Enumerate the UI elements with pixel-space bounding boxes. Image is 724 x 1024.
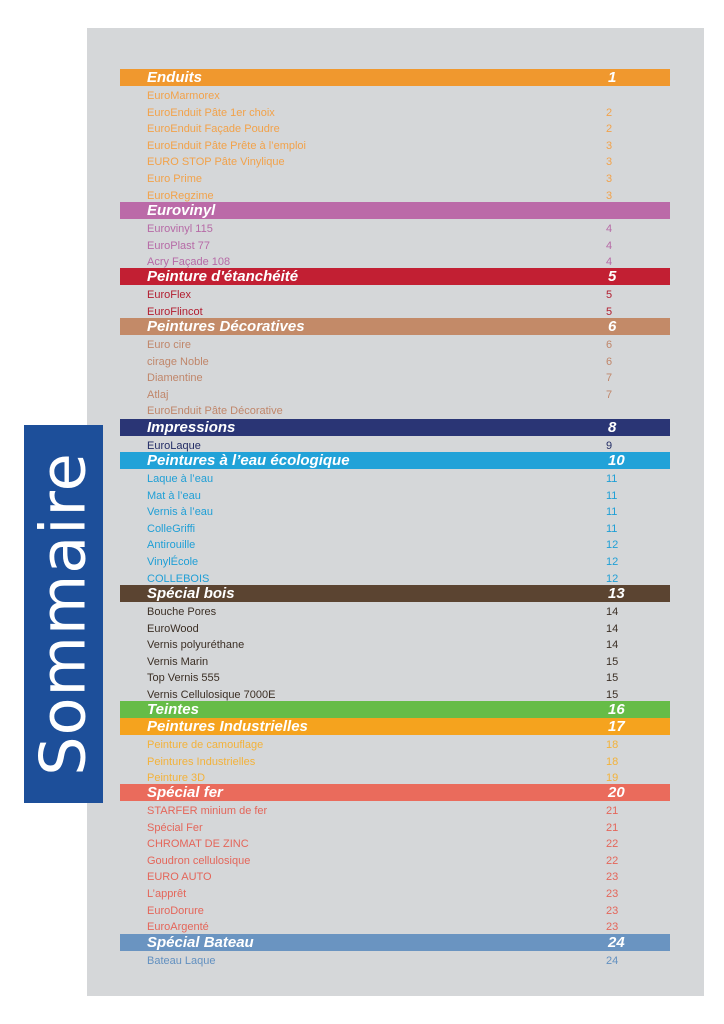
section-header[interactable] — [120, 202, 670, 219]
section-title: Peinture d'étanchéité — [147, 268, 299, 285]
toc-entry[interactable] — [147, 121, 627, 138]
toc-entry[interactable] — [147, 903, 627, 920]
toc-entry-page: 4 — [606, 256, 613, 269]
section-header[interactable] — [120, 419, 670, 436]
section-header[interactable] — [120, 784, 670, 801]
toc-entry-label: EuroWood — [147, 622, 199, 635]
toc-entry-label: Peintures Industrielles — [147, 755, 256, 768]
toc-entry-label: Diamentine — [147, 372, 203, 385]
toc-entry-page: 5 — [606, 289, 613, 301]
toc-entry-label: Bateau Laque — [147, 955, 216, 967]
section-page-number: 20 — [608, 784, 625, 801]
toc-entry-label: Peinture 3D — [147, 772, 206, 785]
toc-entry-page: 2 — [606, 106, 613, 119]
section-band — [120, 419, 670, 436]
toc-entry-page: 23 — [606, 904, 619, 917]
toc-entry-page: 11 — [606, 473, 618, 485]
toc-entry-page: 23 — [606, 888, 619, 900]
section-title: Eurovinyl — [147, 202, 216, 219]
toc-entry[interactable] — [147, 287, 627, 304]
toc-entry-label: Peinture de camouflage — [147, 739, 264, 751]
toc-entry-label: Euro Prime — [147, 173, 203, 185]
toc-entry-label: L’apprêt — [147, 888, 187, 900]
toc-entry[interactable] — [147, 754, 627, 771]
toc-entry-label: CHROMAT DE ZINC — [147, 838, 249, 851]
section-band — [120, 718, 670, 735]
section-band — [120, 701, 670, 718]
toc-entry-label: Vernis Cellulosique 7000E — [147, 689, 276, 701]
toc-entry-page: 3 — [606, 189, 613, 202]
toc-entry-label: EURO STOP Pâte Vinylique — [147, 156, 285, 169]
toc-entry-page: 18 — [606, 739, 619, 751]
toc-entry-label: EuroFlincot — [147, 305, 203, 318]
section-band — [120, 318, 670, 335]
section-page-number: 24 — [608, 934, 625, 951]
section-title: Peintures à l’eau écologique — [147, 452, 350, 469]
toc-entry-page: 22 — [606, 838, 619, 851]
toc-entry-page: 11 — [606, 506, 618, 519]
toc-entry-label: EuroFlex — [147, 289, 192, 301]
toc-entry-label: Acry Façade 108 — [147, 256, 231, 269]
toc-entry-label: Eurovinyl 115 — [147, 223, 213, 235]
toc-entry-label: EuroEnduit Pâte 1er choix — [147, 106, 275, 119]
toc-entry-label: Antirouille — [147, 539, 196, 552]
toc-entry-page: 18 — [606, 755, 619, 768]
toc-entry-label: EuroRegzime — [147, 189, 214, 202]
toc-entry[interactable] — [147, 488, 627, 505]
toc-entry-label: Vernis polyuréthane — [147, 639, 245, 652]
toc-entry-label: Laque à l’eau — [147, 473, 214, 485]
toc-entry-label: Mat à l’eau — [147, 489, 201, 502]
toc-entry-label: EuroPlast 77 — [147, 239, 210, 252]
section-page-number: 1 — [608, 69, 617, 86]
toc-entry[interactable] — [147, 521, 627, 538]
toc-entry[interactable] — [147, 953, 627, 970]
toc-entry-page: 23 — [606, 871, 619, 884]
section-header[interactable] — [120, 585, 670, 602]
toc-entry[interactable] — [147, 836, 627, 853]
section-title: Spécial fer — [147, 784, 223, 801]
toc-entry-page: 12 — [606, 556, 619, 568]
section-header[interactable] — [120, 718, 670, 735]
toc-entry[interactable] — [147, 403, 627, 420]
toc-entry-label: Euro cire — [147, 339, 192, 351]
toc-entry-page: 5 — [606, 305, 613, 318]
toc-entry-label: STARFER minium de fer — [147, 805, 268, 817]
toc-entry[interactable] — [147, 537, 627, 554]
side-title: Sommaire — [26, 452, 100, 776]
toc-entry[interactable] — [147, 221, 627, 238]
toc-entry-label: EuroEnduit Pâte Prête à l’emploi — [147, 139, 306, 152]
section-band — [120, 452, 670, 469]
toc-entry-page: 12 — [606, 539, 619, 552]
section-band — [120, 268, 670, 285]
toc-entry-page: 6 — [606, 355, 613, 368]
toc-entry-page: 22 — [606, 854, 619, 867]
toc-entry-page: 14 — [606, 606, 619, 618]
toc-entry-page: 21 — [606, 805, 619, 817]
toc-entry-page: 6 — [606, 339, 613, 351]
toc-entry[interactable] — [147, 737, 627, 754]
section-header[interactable] — [120, 268, 670, 285]
toc-entry-page: 19 — [606, 772, 619, 785]
toc-entry-label: Goudron cellulosique — [147, 854, 251, 867]
toc-entry-label: EURO AUTO — [147, 871, 212, 884]
section-title: Teintes — [147, 701, 199, 718]
toc-entry[interactable] — [147, 886, 627, 903]
toc-entry-page: 15 — [606, 689, 619, 701]
toc-entry-page: 3 — [606, 156, 613, 169]
section-page-number: 6 — [608, 318, 617, 335]
toc-entry-label: Vernis à l’eau — [147, 506, 214, 519]
toc-entry-page: 4 — [606, 239, 613, 252]
toc-entry-page: 24 — [606, 955, 619, 967]
toc-entry[interactable] — [147, 238, 627, 255]
toc-entry-page: 7 — [606, 388, 613, 401]
section-band — [120, 202, 670, 219]
toc-entry-label: EuroMarmorex — [147, 90, 220, 102]
toc-entry[interactable] — [147, 105, 627, 122]
toc-entry[interactable] — [147, 554, 627, 571]
section-page-number: 10 — [608, 452, 625, 469]
toc-entry-page: 14 — [606, 639, 619, 652]
toc-entry[interactable] — [147, 154, 627, 171]
toc-entry[interactable] — [147, 654, 627, 671]
toc-entry-page: 21 — [606, 821, 619, 834]
toc-entry-label: Atlaj — [147, 388, 169, 401]
toc-entry-label: COLLEBOIS — [147, 572, 210, 585]
toc-entry[interactable] — [147, 354, 627, 371]
toc-entry-label: Bouche Pores — [147, 606, 217, 618]
section-band — [120, 784, 670, 801]
toc-entry-label: VinylÉcole — [147, 556, 199, 568]
toc-entry-page: 7 — [606, 372, 613, 385]
toc-entry-page: 4 — [606, 223, 613, 235]
toc-entry-page: 12 — [606, 572, 619, 585]
toc-entry[interactable] — [147, 803, 627, 820]
section-title: Peintures Décoratives — [147, 318, 305, 335]
toc-entry-label: Top Vernis 555 — [147, 672, 220, 685]
toc-entry-label: EuroLaque — [147, 440, 201, 452]
toc-entry[interactable] — [147, 637, 627, 654]
section-page-number: 5 — [608, 268, 617, 285]
toc-entry-label: Spécial Fer — [147, 821, 203, 834]
section-title: Peintures Industrielles — [147, 718, 308, 735]
toc-entry-label: EuroArgenté — [147, 921, 209, 934]
section-band — [120, 69, 670, 86]
toc-entry[interactable] — [147, 337, 627, 354]
toc-entry[interactable] — [147, 370, 627, 387]
section-header[interactable] — [120, 452, 670, 469]
section-page-number: 8 — [608, 419, 617, 436]
section-title: Spécial bois — [147, 585, 235, 602]
toc-entry-page: 3 — [606, 173, 613, 185]
toc-entry-page: 23 — [606, 921, 619, 934]
toc-entry[interactable] — [147, 138, 627, 155]
section-band — [120, 934, 670, 951]
toc-entry-page: 15 — [606, 655, 619, 668]
toc-entry[interactable] — [147, 504, 627, 521]
toc-entry-label: Vernis Marin — [147, 655, 209, 668]
section-page-number: 13 — [608, 585, 625, 602]
toc-entry-label: EuroEnduit Façade Poudre — [147, 123, 280, 136]
section-title: Spécial Bateau — [147, 934, 254, 951]
toc-entry-page: 3 — [606, 139, 613, 152]
toc-entry-label: EuroDorure — [147, 904, 204, 917]
toc-entry-label: ColleGriffi — [147, 522, 196, 535]
toc-entry[interactable] — [147, 604, 627, 621]
toc-entry-label: EuroEnduit Pâte Décorative — [147, 405, 283, 418]
toc-entry[interactable] — [147, 171, 627, 188]
toc-entry[interactable] — [147, 471, 627, 488]
toc-entry-page: 14 — [606, 622, 619, 635]
toc-entry-page: 15 — [606, 672, 619, 685]
toc-entry[interactable] — [147, 853, 627, 870]
section-band — [120, 585, 670, 602]
toc-entry-page: 9 — [606, 440, 613, 452]
section-header[interactable] — [120, 701, 670, 718]
toc-entry-label: cirage Noble — [147, 355, 209, 368]
section-header[interactable] — [120, 69, 670, 86]
toc-entry-page: 2 — [606, 123, 613, 136]
toc-entry[interactable] — [147, 869, 627, 886]
section-header[interactable] — [120, 318, 670, 335]
section-page-number: 16 — [608, 701, 625, 718]
section-title: Enduits — [147, 69, 202, 86]
toc-entry[interactable] — [147, 387, 627, 404]
toc-entry[interactable] — [147, 820, 627, 837]
toc-entry[interactable] — [147, 670, 627, 687]
toc-entry[interactable] — [147, 621, 627, 638]
toc-entry-page: 11 — [606, 522, 618, 535]
toc-entry[interactable] — [147, 88, 627, 105]
section-title: Impressions — [147, 419, 236, 436]
toc-entry-page: 11 — [606, 489, 618, 502]
section-page-number: 17 — [608, 718, 625, 735]
section-header[interactable] — [120, 934, 670, 951]
